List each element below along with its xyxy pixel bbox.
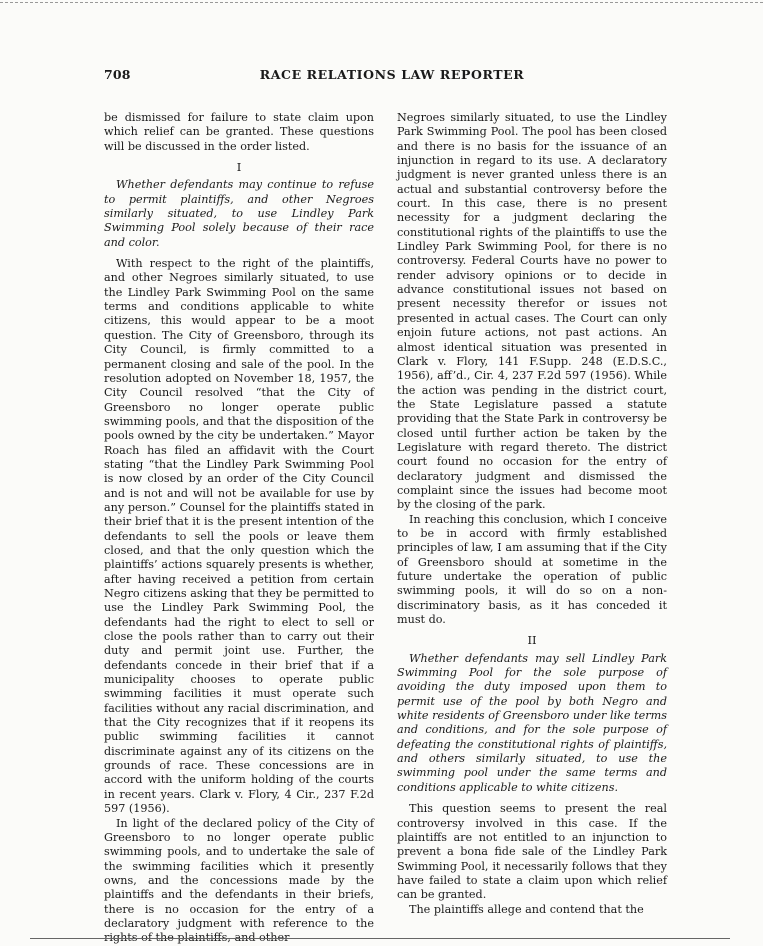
paragraph: Negroes similarly situated, to use the Lindley Park Swimming Pool. The pool has been closed and there is no basis for the issuance of an injunction in regard to its use. A declaratory judgment is never granted unless there is an actual and substantial controversy before the court. In this case, there is no present necessity for a judgment declaring the constitutional rights of the plaintiffs to use the Lindley Park Swimming Pool, for there is no controversy. Federal Courts have no power to render advisory opinions or to decide in advance constitutional issues not based on present necessity therefor or issues not presented in actual cases. The Court can only enjoin future actions, not past actions. An almost identical situation was presented in Clark v. Flory, 141 F.Supp. 248 (E.D.S.C., 1956), aff’d., Cir. 4, 237 F.2d 597 (1956). While the action was pending in the district court, the State Legislature passed a statute providing that the State Park in controversy be closed until further action be taken by the Legislature with regard thereto. The district court found no occasion for the entry of declaratory judgment and dismissed the complaint since the issues had become moot by the closing of the park.: [397, 111, 667, 512]
left-column: [104, 111, 374, 946]
paragraph: In light of the declared policy of the City of Greensboro to no longer operate public swimming pools, and to undertake the sale of the swimming facilities which it presently owns, and the concessions made by the plaintiffs and the defendants in their briefs, there is no occasion for the entry of a declaratory judgment with reference to the rights of the plaintiffs, and other: [104, 816, 374, 945]
section-number: II: [527, 633, 537, 648]
paragraph: The plaintiffs allege and contend that the: [409, 902, 644, 916]
paragraph: With respect to the right of the plaintiffs, and other Negroes similarly situated, to use the Lindley Park Swimming Pool on the same terms and conditions applicable to white citizens, this would appear to be a moot question. The City of Greensboro, through its City Council, is firmly committed to a permanent closing and sale of the pool. In the resolution adopted on November 18, 1957, the City Council resolved “that the City of Greensboro no longer operate public swimming pools, and that the disposition of the pools owned by the city be undertaken.” Mayor Roach has filed an affidavit with the Court stating “that the Lindley Park Swimming Pool is now closed by an order of the City Council and is not and will not be available for use by any person.” Counsel for the plaintiffs stated in their brief that it is the present intention of the defendants to sell the pools or leave them closed, and that the only question which the plaintiffs’ actions squarely presents is whether, after having received a petition from certain Negro citizens asking that they be permitted to use the Lindley Park Swimming Pool, the defendants had the right to elect to sell or close the pools rather than to carry out their duty and permit joint use. Further, the defendants concede in their brief that if a municipality chooses to operate public swimming facilities it must operate such facilities without any racial discrimination, and that the City recognizes that if it reopens its public swimming facilities it cannot discriminate against any of its citizens on the grounds of race. These concessions are in accord with the uniform holding of the courts in recent years. Clark v. Flory, 4 Cir., 237 F.2d 597 (1956).: [104, 257, 374, 816]
paragraph: be dismissed for failure to state claim upon which relief can be granted. These questions will be discussed in the order listed.: [104, 111, 374, 153]
section-number: I: [236, 160, 242, 175]
bottom-edge-rule: [30, 938, 730, 939]
page-number: 708: [104, 67, 131, 82]
right-column: [397, 111, 667, 917]
section-heading: Whether defendants may sell Lindley Park Swimming Pool for the sole purpose of avoiding the duty imposed upon them to permit use of the pool by both Negro and white residents of Greensboro under like terms and conditions, and for the sole purpose of defeating the constitutional rights of plaintiffs, and others similarly situated, to use the swimming pool under the same terms and conditions applicable to white citizens.: [397, 651, 667, 794]
top-edge-rule: [0, 2, 763, 3]
running-head: RACE RELATIONS LAW REPORTER: [259, 67, 525, 82]
section-heading: Whether defendants may continue to refuse to permit plaintiffs, and other Negroes similarly situated, to use Lindley Park Swimming Pool solely because of their race and color.: [104, 178, 374, 249]
paragraph: In reaching this conclusion, which I conceive to be in accord with firmly established principles of law, I am assuming that if the City of Greensboro should at sometime in the future undertake the operation of public swimming pools, it will do so on a non-discriminatory basis, as it has conceded it must do.: [397, 512, 667, 627]
paragraph: This question seems to present the real controversy involved in this case. If the plaintiffs are not entitled to an injunction to prevent a bona fide sale of the Lindley Park Swimming Pool, it necessarily follows that they have failed to state a claim upon which relief can be granted.: [397, 802, 667, 902]
